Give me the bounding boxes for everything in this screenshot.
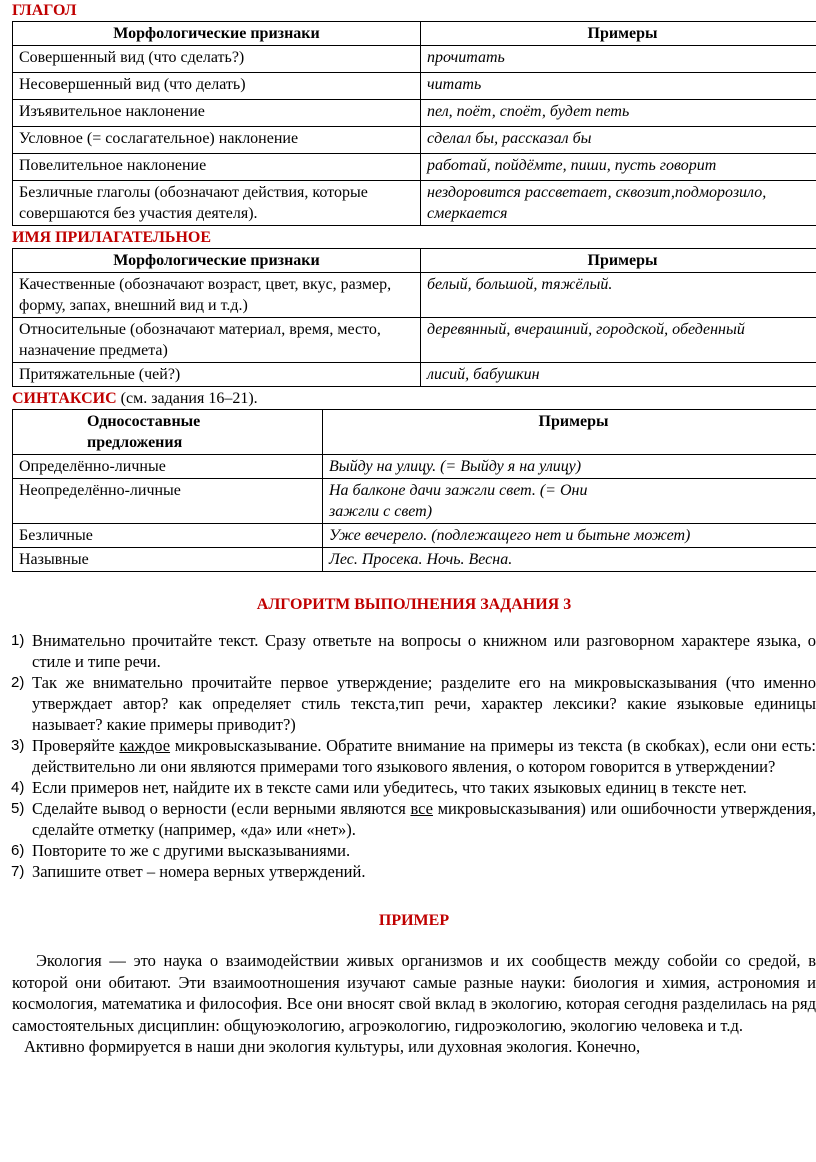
example-cell: Лес. Просека. Ночь. Весна.: [323, 548, 816, 572]
example-title: ПРИМЕР: [378, 912, 450, 929]
table-row: [13, 318, 816, 363]
step-text: Так же внимательно прочитайте первое утверждение; разделите его на микровысказывания (что именно утверждает автор? как определяет стиль текста,тип речи, характер лексики? какие языковые единицы называет? какие примеры приводит?): [32, 673, 816, 734]
step-text-post: микровысказывание. Обратите внимание на примеры из текста (в скобках), если они есть: действительно ли они являются примерами того языкового явления, о котором говорится в утверждении?: [32, 736, 816, 776]
step-text-post: микровысказывания) или ошибочности утверждения, сделайте отметку (например, «да» или «нет»).: [32, 799, 816, 839]
column-header: Морфологические признаки: [13, 22, 421, 46]
example-cell: Выйду на улицу. (= Выйду я на улицу): [323, 455, 816, 479]
verb-section-title: ГЛАГОЛ: [12, 2, 77, 19]
table-header-row: [13, 249, 816, 273]
example-cell: Уже вечерело. (подлежащего нет и бытьне может): [323, 524, 816, 548]
table-header-row: [13, 410, 816, 455]
list-item: [11, 735, 816, 777]
syntax-section-title: [12, 389, 816, 409]
table-row: [13, 100, 816, 127]
feature-cell: Относительные (обозначают материал, время, место, назначение предмета): [13, 318, 421, 363]
feature-cell: Неопределённо-личные: [13, 479, 323, 524]
table-row: [13, 127, 816, 154]
verb-table: [12, 21, 816, 226]
table-row: [13, 479, 816, 524]
algorithm-steps: [12, 630, 816, 882]
example-cell: нездоровится рассветает, сквозит,подморозило, смеркается: [421, 181, 816, 226]
step-text-pre: Проверяйте: [32, 736, 120, 755]
step-number: 5): [11, 800, 25, 817]
example-paragraph: Экология — это наука о взаимодействии живых организмов и их сообществ между собойи со средой, в которой они обитают. Эти взаимоотношения изучают самые разные науки: биология и химия, астрономия и космология, математика и философия. Все они вносят свой вклад в экологию, которая сегодня разделилась на ряд самостоятельных дисциплин: общуюэкологию, агроэкологию, гидроэкологию, экологию человека и т.д.: [12, 951, 816, 1035]
step-number: 7): [11, 863, 25, 880]
feature-cell: Притяжательные (чей?): [13, 363, 421, 387]
feature-cell: Определённо-личные: [13, 455, 323, 479]
feature-cell: Совершенный вид (что сделать?): [13, 46, 421, 73]
column-header: Примеры: [323, 410, 816, 455]
list-item: [11, 777, 816, 798]
step-text-pre: Сделайте вывод о верности (если верными являются: [32, 799, 411, 818]
table-header-row: [13, 22, 816, 46]
column-header: Односоставные предложения: [13, 410, 323, 455]
example-cell: На балконе дачи зажгли свет. (= Они зажгли с свет): [323, 479, 816, 524]
example-cell: пел, поёт, споёт, будет петь: [421, 100, 816, 127]
list-item: [11, 630, 816, 672]
algorithm-title: АЛГОРИТМ ВЫПОЛНЕНИЯ ЗАДАНИЯ 3: [256, 596, 572, 613]
list-item: [11, 798, 816, 840]
adjective-table: [12, 248, 816, 387]
table-row: [13, 455, 816, 479]
list-item: [11, 840, 816, 861]
step-text: Повторите то же с другими высказываниями.: [32, 841, 351, 860]
example-cell: деревянный, вчерашний, городской, обеденный: [421, 318, 816, 363]
example-cell: сделал бы, рассказал бы: [421, 127, 816, 154]
feature-cell: Изъявительное наклонение: [13, 100, 421, 127]
feature-cell: Безличные глаголы (обозначают действия, которые совершаются без участия деятеля).: [13, 181, 421, 226]
step-number: 3): [11, 737, 25, 754]
step-number: 6): [11, 842, 25, 859]
feature-cell: Безличные: [13, 524, 323, 548]
syntax-title: СИНТАКСИС: [12, 390, 117, 407]
table-row: [13, 46, 816, 73]
example-paragraph: Активно формируется в наши дни экология культуры, или духовная экология. Конечно,: [24, 1037, 641, 1056]
table-row: [13, 181, 816, 226]
page: [12, 0, 816, 1058]
table-row: [13, 524, 816, 548]
adjective-section-title: ИМЯ ПРИЛАГАТЕЛЬНОЕ: [12, 229, 212, 246]
list-item: [11, 861, 816, 882]
step-number: 2): [11, 674, 25, 691]
feature-cell: Повелительное наклонение: [13, 154, 421, 181]
step-number: 1): [11, 632, 25, 649]
feature-cell: Качественные (обозначают возраст, цвет, вкус, размер, форму, запах, внешний вид и т.д.): [13, 273, 421, 318]
step-text: Внимательно прочитайте текст. Сразу ответьте на вопросы о книжном или разговорном характере языка, о стиле и типе речи.: [32, 631, 816, 671]
column-header: Примеры: [421, 249, 816, 273]
feature-cell: Назывные: [13, 548, 323, 572]
example-cell: прочитать: [421, 46, 816, 73]
column-header: Примеры: [421, 22, 816, 46]
list-item: [11, 672, 816, 735]
table-row: [13, 548, 816, 572]
feature-cell: Условное (= сослагательное) наклонение: [13, 127, 421, 154]
example-cell: лисий, бабушкин: [421, 363, 816, 387]
syntax-title-note: (см. задания 16–21).: [116, 390, 258, 407]
syntax-table: [12, 409, 816, 572]
example-cell: читать: [421, 73, 816, 100]
example-cell: белый, большой, тяжёлый.: [421, 273, 816, 318]
table-row: [13, 363, 816, 387]
step-number: 4): [11, 779, 25, 796]
step-text: Запишите ответ – номера верных утверждений.: [32, 862, 366, 881]
underlined-word: все: [410, 799, 433, 818]
example-cell: работай, пойдёмте, пиши, пусть говорит: [421, 154, 816, 181]
table-row: [13, 273, 816, 318]
table-row: [13, 73, 816, 100]
underlined-word: каждое: [119, 736, 171, 755]
column-header: Морфологические признаки: [13, 249, 421, 273]
feature-cell: Несовершенный вид (что делать): [13, 73, 421, 100]
step-text: Если примеров нет, найдите их в тексте сами или убедитесь, что таких языковых единиц в тексте нет.: [32, 778, 747, 797]
table-row: [13, 154, 816, 181]
